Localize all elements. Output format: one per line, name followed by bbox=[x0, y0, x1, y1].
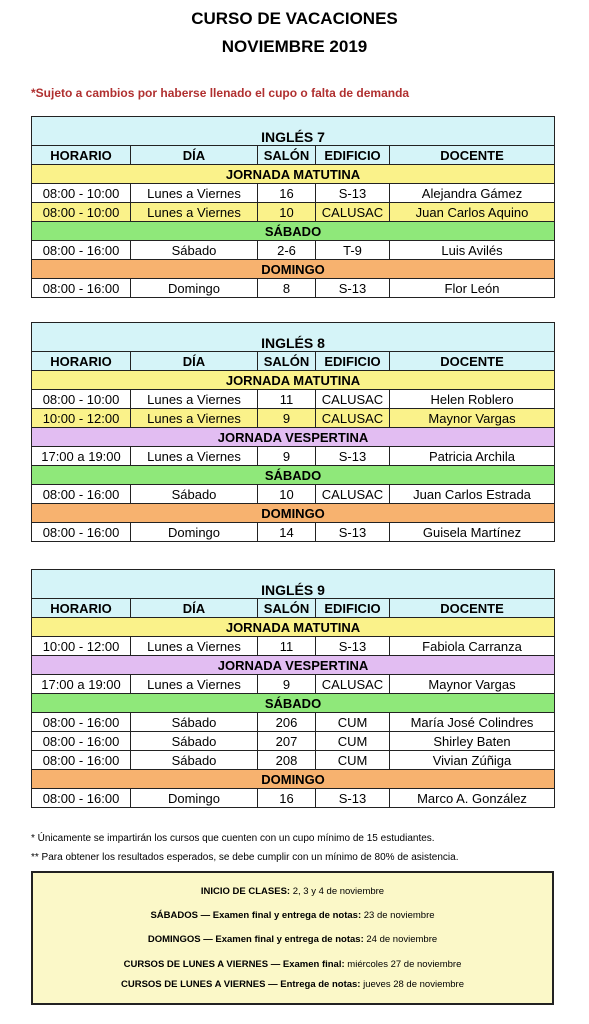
table-cell: Domingo bbox=[131, 523, 258, 542]
table-cell: Alejandra Gámez bbox=[390, 184, 555, 203]
table-cell: Shirley Baten bbox=[390, 732, 555, 751]
table-cell: 17:00 a 19:00 bbox=[32, 675, 131, 694]
section-row bbox=[32, 260, 555, 279]
table-cell: S-13 bbox=[316, 279, 390, 298]
table-cell: 11 bbox=[258, 637, 316, 656]
table-cell: 207 bbox=[258, 732, 316, 751]
table-row bbox=[32, 789, 555, 808]
table-row bbox=[32, 523, 555, 542]
table-cell: Lunes a Viernes bbox=[131, 203, 258, 222]
table-row bbox=[32, 751, 555, 770]
section-row bbox=[32, 428, 555, 447]
table-cell: Marco A. González bbox=[390, 789, 555, 808]
section-row bbox=[32, 371, 555, 390]
table-cell: Lunes a Viernes bbox=[131, 184, 258, 203]
column-header: SALÓN bbox=[258, 599, 316, 618]
table-cell: 16 bbox=[258, 789, 316, 808]
table-cell: Maynor Vargas bbox=[390, 675, 555, 694]
footnote-1: * Únicamente se impartirán los cursos que cuenten con un cupo mínimo de 15 estudiantes. bbox=[31, 833, 435, 844]
table-cell: 08:00 - 16:00 bbox=[32, 279, 131, 298]
table-cell: Juan Carlos Estrada bbox=[390, 485, 555, 504]
table-cell: 9 bbox=[258, 447, 316, 466]
table-cell: Vivian Zúñiga bbox=[390, 751, 555, 770]
table-cell: 08:00 - 16:00 bbox=[32, 732, 131, 751]
table-cell: CALUSAC bbox=[316, 203, 390, 222]
section-label: SÁBADO bbox=[32, 222, 555, 241]
column-header-row bbox=[32, 146, 555, 165]
table-cell: Flor León bbox=[390, 279, 555, 298]
column-header: SALÓN bbox=[258, 146, 316, 165]
table-cell: 10 bbox=[258, 203, 316, 222]
table-row bbox=[32, 675, 555, 694]
table-cell: 9 bbox=[258, 675, 316, 694]
course-title-row bbox=[32, 117, 555, 146]
course-table bbox=[31, 116, 555, 298]
column-header: HORARIO bbox=[32, 352, 131, 371]
info-line: CURSOS DE LUNES A VIERNES — Entrega de notas: jueves 28 de noviembre bbox=[121, 979, 464, 990]
table-row bbox=[32, 447, 555, 466]
table-cell: 9 bbox=[258, 409, 316, 428]
table-cell: Lunes a Viernes bbox=[131, 409, 258, 428]
table-cell: CUM bbox=[316, 751, 390, 770]
table-cell: CALUSAC bbox=[316, 675, 390, 694]
table-cell: 10 bbox=[258, 485, 316, 504]
course-title: INGLÉS 9 bbox=[32, 570, 555, 599]
section-label: JORNADA VESPERTINA bbox=[32, 656, 555, 675]
section-row bbox=[32, 770, 555, 789]
table-cell: S-13 bbox=[316, 789, 390, 808]
table-row bbox=[32, 713, 555, 732]
table-cell: Lunes a Viernes bbox=[131, 390, 258, 409]
column-header: EDIFICIO bbox=[316, 352, 390, 371]
section-row bbox=[32, 504, 555, 523]
section-label: JORNADA MATUTINA bbox=[32, 618, 555, 637]
table-cell: Sábado bbox=[131, 713, 258, 732]
table-cell: 08:00 - 10:00 bbox=[32, 390, 131, 409]
course-title: INGLÉS 8 bbox=[32, 323, 555, 352]
info-line: SÁBADOS — Examen final y entrega de notas: 23 de noviembre bbox=[150, 910, 435, 921]
page-subtitle: NOVIEMBRE 2019 bbox=[221, 37, 368, 56]
column-header-row bbox=[32, 599, 555, 618]
course-table bbox=[31, 569, 555, 808]
table-cell: 10:00 - 12:00 bbox=[32, 409, 131, 428]
column-header: DÍA bbox=[131, 146, 258, 165]
table-cell: 08:00 - 16:00 bbox=[32, 241, 131, 260]
table-cell: 208 bbox=[258, 751, 316, 770]
table-cell: 08:00 - 16:00 bbox=[32, 523, 131, 542]
table-cell: 08:00 - 16:00 bbox=[32, 789, 131, 808]
section-row bbox=[32, 694, 555, 713]
column-header: HORARIO bbox=[32, 146, 131, 165]
section-label: SÁBADO bbox=[32, 694, 555, 713]
table-row bbox=[32, 409, 555, 428]
table-cell: 11 bbox=[258, 390, 316, 409]
column-header: DOCENTE bbox=[390, 146, 555, 165]
table-cell: Domingo bbox=[131, 279, 258, 298]
column-header: HORARIO bbox=[32, 599, 131, 618]
column-header: DOCENTE bbox=[390, 352, 555, 371]
table-cell: S-13 bbox=[316, 523, 390, 542]
info-line: DOMINGOS — Examen final y entrega de notas: 24 de noviembre bbox=[147, 934, 438, 945]
column-header: SALÓN bbox=[258, 352, 316, 371]
section-row bbox=[32, 618, 555, 637]
table-cell: Domingo bbox=[131, 789, 258, 808]
table-row bbox=[32, 390, 555, 409]
table-cell: 08:00 - 16:00 bbox=[32, 485, 131, 504]
table-cell: Sábado bbox=[131, 241, 258, 260]
column-header: DOCENTE bbox=[390, 599, 555, 618]
table-cell: CALUSAC bbox=[316, 485, 390, 504]
section-label: JORNADA MATUTINA bbox=[32, 371, 555, 390]
table-cell: Luis Avilés bbox=[390, 241, 555, 260]
column-header: DÍA bbox=[131, 599, 258, 618]
table-cell: CALUSAC bbox=[316, 409, 390, 428]
table-cell: Lunes a Viernes bbox=[131, 675, 258, 694]
table-cell: T-9 bbox=[316, 241, 390, 260]
section-label: DOMINGO bbox=[32, 770, 555, 789]
table-cell: Juan Carlos Aquino bbox=[390, 203, 555, 222]
table-cell: 8 bbox=[258, 279, 316, 298]
column-header: EDIFICIO bbox=[316, 599, 390, 618]
table-cell: Lunes a Viernes bbox=[131, 447, 258, 466]
dates-info-box bbox=[31, 871, 554, 1005]
table-cell: Patricia Archila bbox=[390, 447, 555, 466]
section-row bbox=[32, 656, 555, 675]
footnote-2: ** Para obtener los resultados esperados, se debe cumplir con un mínimo de 80% de asistencia. bbox=[31, 852, 459, 863]
table-cell: Guisela Martínez bbox=[390, 523, 555, 542]
course-table bbox=[31, 322, 555, 542]
section-label: DOMINGO bbox=[32, 260, 555, 279]
table-row bbox=[32, 203, 555, 222]
section-row bbox=[32, 222, 555, 241]
info-line: CURSOS DE LUNES A VIERNES — Examen final: miércoles 27 de noviembre bbox=[123, 959, 462, 970]
table-cell: 17:00 a 19:00 bbox=[32, 447, 131, 466]
table-cell: 2-6 bbox=[258, 241, 316, 260]
table-cell: María José Colindres bbox=[390, 713, 555, 732]
section-row bbox=[32, 165, 555, 184]
course-title-row bbox=[32, 323, 555, 352]
table-row bbox=[32, 184, 555, 203]
table-cell: CALUSAC bbox=[316, 390, 390, 409]
table-cell: 08:00 - 16:00 bbox=[32, 751, 131, 770]
table-cell: Sábado bbox=[131, 485, 258, 504]
info-line: INICIO DE CLASES: 2, 3 y 4 de noviembre bbox=[200, 886, 385, 897]
table-row bbox=[32, 485, 555, 504]
section-row bbox=[32, 466, 555, 485]
table-cell: Fabiola Carranza bbox=[390, 637, 555, 656]
column-header: EDIFICIO bbox=[316, 146, 390, 165]
course-title-row bbox=[32, 570, 555, 599]
table-cell: 14 bbox=[258, 523, 316, 542]
table-cell: CUM bbox=[316, 713, 390, 732]
table-cell: 10:00 - 12:00 bbox=[32, 637, 131, 656]
table-cell: 16 bbox=[258, 184, 316, 203]
section-label: JORNADA VESPERTINA bbox=[32, 428, 555, 447]
table-cell: Sábado bbox=[131, 732, 258, 751]
table-cell: Sábado bbox=[131, 751, 258, 770]
column-header-row bbox=[32, 352, 555, 371]
table-cell: Helen Roblero bbox=[390, 390, 555, 409]
notice-text: *Sujeto a cambios por haberse llenado el cupo o falta de demanda bbox=[31, 86, 410, 100]
table-cell: S-13 bbox=[316, 184, 390, 203]
table-row bbox=[32, 241, 555, 260]
section-label: DOMINGO bbox=[32, 504, 555, 523]
table-cell: 08:00 - 10:00 bbox=[32, 184, 131, 203]
section-label: JORNADA MATUTINA bbox=[32, 165, 555, 184]
table-cell: 08:00 - 10:00 bbox=[32, 203, 131, 222]
section-label: SÁBADO bbox=[32, 466, 555, 485]
table-cell: Maynor Vargas bbox=[390, 409, 555, 428]
table-row bbox=[32, 732, 555, 751]
table-cell: S-13 bbox=[316, 447, 390, 466]
column-header: DÍA bbox=[131, 352, 258, 371]
table-cell: 08:00 - 16:00 bbox=[32, 713, 131, 732]
table-cell: 206 bbox=[258, 713, 316, 732]
table-cell: CUM bbox=[316, 732, 390, 751]
table-row bbox=[32, 279, 555, 298]
page-title: CURSO DE VACACIONES bbox=[191, 9, 398, 28]
table-cell: S-13 bbox=[316, 637, 390, 656]
table-row bbox=[32, 637, 555, 656]
table-cell: Lunes a Viernes bbox=[131, 637, 258, 656]
course-title: INGLÉS 7 bbox=[32, 117, 555, 146]
